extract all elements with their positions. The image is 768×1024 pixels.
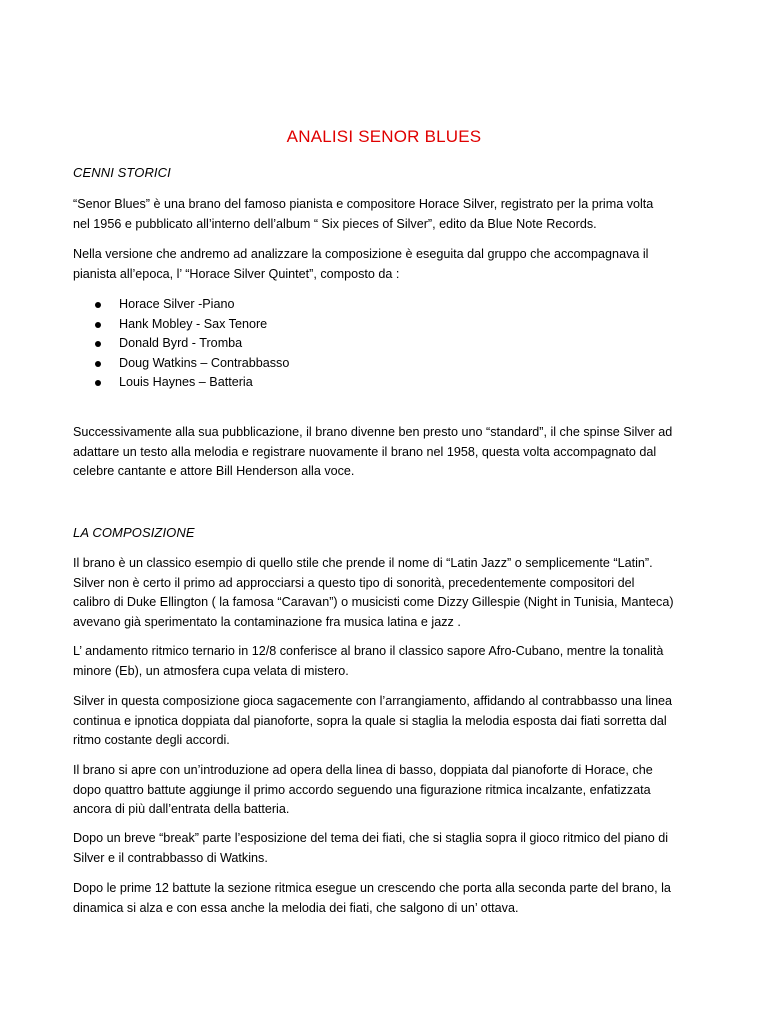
bullet-icon (95, 380, 101, 386)
member-name: Donald Byrd - Tromba (119, 336, 243, 350)
list-item (73, 315, 289, 335)
paragraph-latin-jazz (73, 554, 703, 632)
section-heading-cenni-storici: CENNI STORICI (73, 165, 171, 180)
member-name: Hank Mobley - Sax Tenore (119, 316, 268, 331)
text-line: nel 1956 e pubblicato all’interno dell’album “ Six pieces of Silver”, edito da Blue Note Records. (73, 216, 597, 231)
list-item (73, 354, 289, 374)
paragraph-arrangement (73, 692, 703, 751)
text-line: L’ andamento ritmico ternario in 12/8 conferisce al brano il classico sapore Afro-Cubano, mentre la tonalità (73, 644, 664, 658)
text-line: pianista all’epoca, l’ “Horace Silver Quintet”, composto da : (73, 266, 400, 281)
member-name: Doug Watkins – Contrabbasso (119, 355, 290, 370)
bullet-icon (95, 341, 101, 347)
text-line: calibro di Duke Ellington ( la famosa “Caravan”) o musicisti come Dizzy Gillespie (Night in Tunisia, Manteca) (73, 595, 674, 609)
text-line: Il brano è un classico esempio di quello stile che prende il nome di “Latin Jazz” o semplicemente “Latin”. (73, 556, 653, 570)
paragraph-crescendo (73, 879, 703, 918)
text-line: ritmo costante degli accordi. (73, 733, 230, 747)
text-line: ancora di più dall’entrata della batteria. (73, 802, 290, 816)
section-heading-la-composizione: LA COMPOSIZIONE (73, 525, 195, 540)
quintet-member-list (73, 295, 289, 393)
paragraph-intro (73, 195, 703, 234)
paragraph-standard (73, 423, 703, 482)
member-name: Horace Silver -Piano (119, 297, 235, 311)
member-name: Louis Haynes – Batteria (119, 375, 253, 389)
text-line: Silver e il contrabbasso di Watkins. (73, 850, 268, 865)
bullet-icon (95, 361, 101, 367)
list-item (73, 295, 289, 315)
list-item (73, 334, 289, 354)
paragraph-introduction (73, 761, 703, 820)
text-line: dinamica si alza e con essa anche la melodia dei fiati, che salgono di un’ ottava. (73, 900, 519, 915)
text-line: Dopo un breve “break” parte l’esposizione del tema dei fiati, che si staglia sopra il gioco ritmico del piano di (73, 831, 669, 845)
text-line: Silver non è certo il primo ad approcciarsi a questo tipo di sonorità, precedentemente compositori del (73, 575, 635, 590)
text-line: Successivamente alla sua pubblicazione, il brano divenne ben presto uno “standard”, il che spinse Silver ad (73, 425, 673, 439)
bullet-icon (95, 322, 101, 328)
text-line: Silver in questa composizione gioca sagacemente con l’arrangiamento, affidando al contrabbasso una linea (73, 694, 673, 708)
paragraph-version (73, 245, 703, 284)
text-line: dopo quattro battute aggiunge il primo accordo seguendo una figurazione ritmica incalzante, enfatizzata (73, 782, 651, 797)
paragraph-break (73, 829, 703, 868)
text-line: minore (Eb), un atmosfera cupa velata di mistero. (73, 663, 349, 678)
text-line: adattare un testo alla melodia e registrare nuovamente il brano nel 1958, questa volta accompagnato dal (73, 444, 657, 459)
text-line: celebre cantante e attore Bill Henderson alla voce. (73, 464, 355, 478)
list-item (73, 373, 289, 393)
paragraph-rhythm (73, 642, 703, 681)
text-line: Il brano si apre con un’introduzione ad opera della linea di basso, doppiata dal pianoforte di Horace, che (73, 763, 653, 777)
document-title: ANALISI SENOR BLUES (286, 127, 482, 146)
bullet-icon (95, 302, 101, 308)
text-line: avevano già sperimentato la contaminazione fra musica latina e jazz . (73, 614, 461, 629)
text-line: continua e ipnotica doppiata dal pianoforte, sopra la quale si staglia la melodia esposta dai fiati sorretta dal (73, 713, 667, 728)
text-line: Dopo le prime 12 battute la sezione ritmica esegue un crescendo che porta alla seconda parte del brano, la (73, 881, 671, 895)
text-line: “Senor Blues” è una brano del famoso pianista e compositore Horace Silver, registrato per la prima volta (73, 197, 654, 211)
text-line: Nella versione che andremo ad analizzare la composizione è eseguita dal gruppo che accompagnava il (73, 247, 649, 261)
